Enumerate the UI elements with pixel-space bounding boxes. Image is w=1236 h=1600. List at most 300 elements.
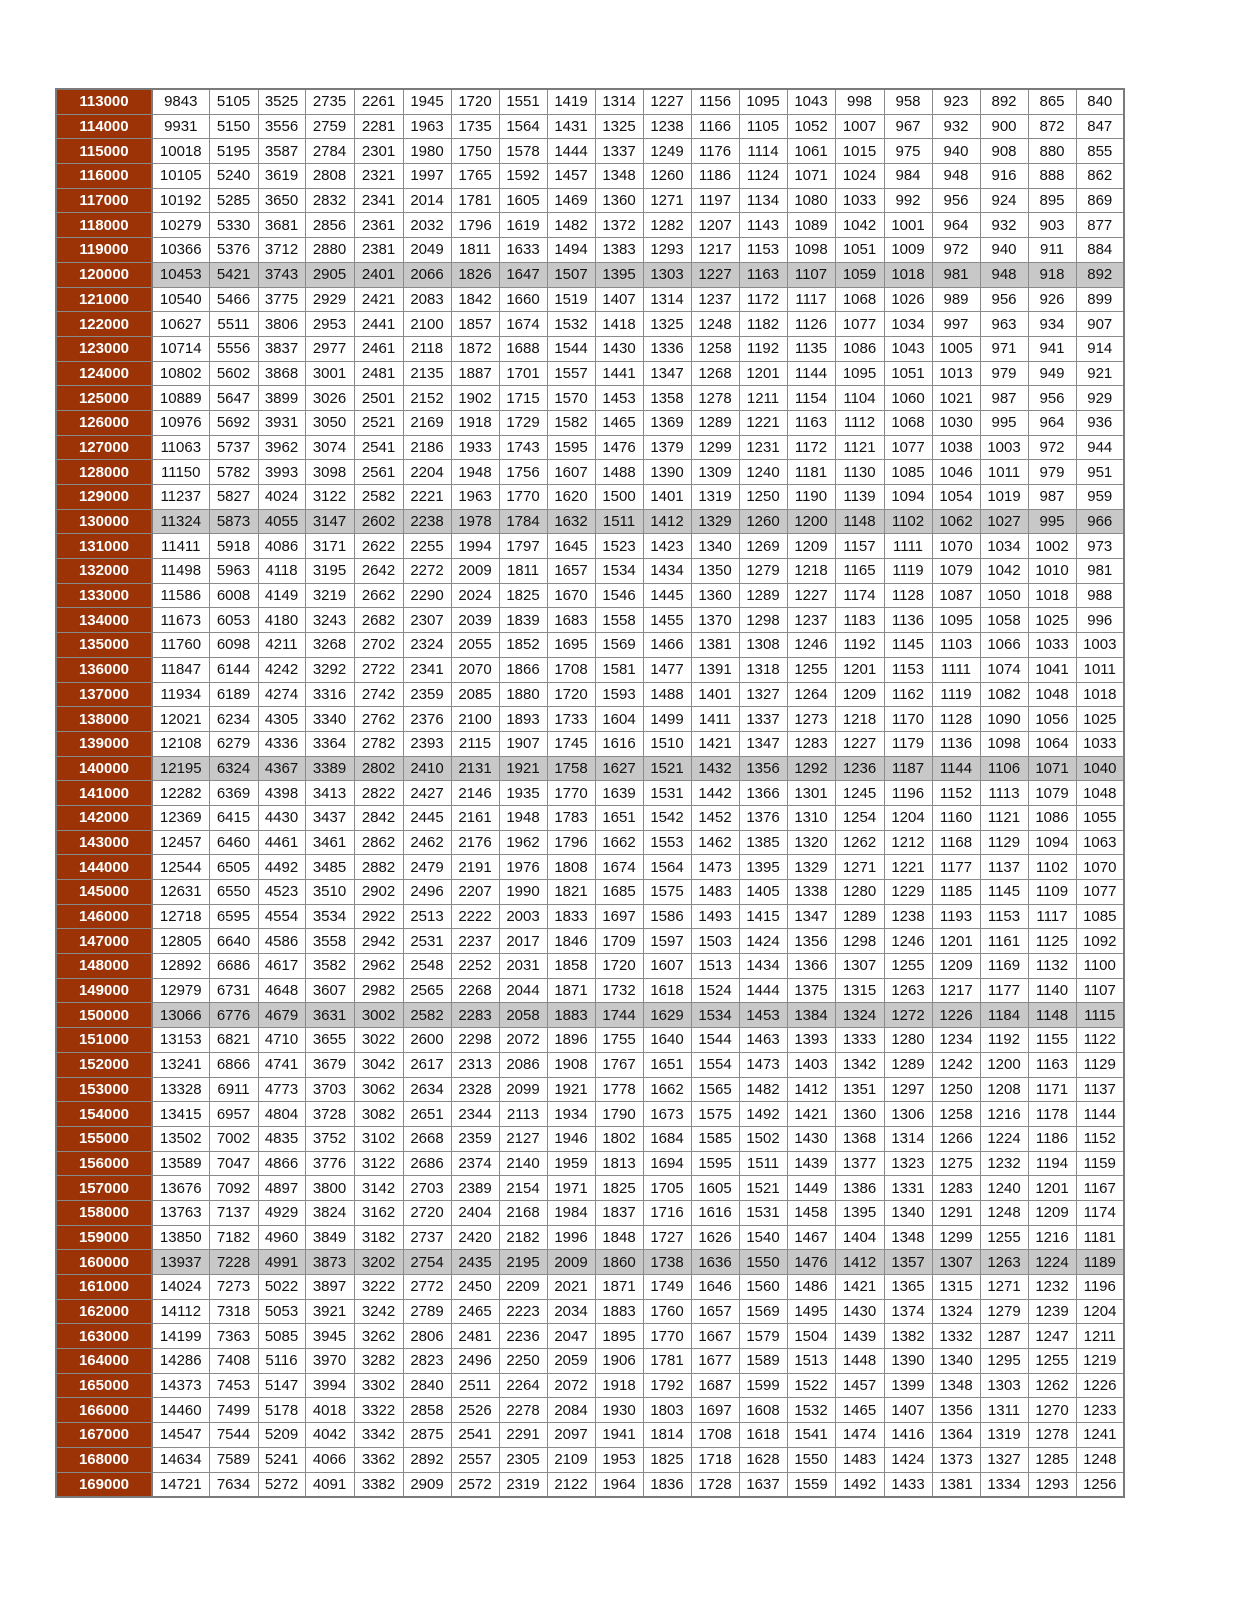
table-cell: 1523 — [595, 534, 643, 559]
table-cell: 7499 — [209, 1398, 258, 1423]
table-cell: 5647 — [209, 386, 258, 411]
table-cell: 2435 — [451, 1250, 499, 1275]
table-cell: 1935 — [499, 781, 547, 806]
table-cell: 6415 — [209, 805, 258, 830]
table-cell: 1412 — [787, 1077, 835, 1102]
table-cell: 4773 — [258, 1077, 305, 1102]
table-cell: 1109 — [1028, 880, 1076, 905]
table-cell: 1550 — [787, 1447, 835, 1472]
table-cell: 1728 — [691, 1472, 739, 1497]
table-cell: 1592 — [499, 164, 547, 189]
table-cell: 1532 — [547, 312, 595, 337]
table-cell: 1405 — [739, 880, 787, 905]
table-cell: 989 — [932, 287, 980, 312]
table-row — [56, 707, 1124, 732]
table-cell: 1026 — [884, 287, 932, 312]
table-cell: 1136 — [932, 731, 980, 756]
table-cell: 3413 — [305, 781, 354, 806]
table-cell: 3837 — [258, 336, 305, 361]
table-cell: 1941 — [595, 1423, 643, 1448]
table-cell: 2099 — [499, 1077, 547, 1102]
row-header: 162000 — [56, 1299, 152, 1324]
table-cell: 13153 — [152, 1028, 209, 1053]
row-header: 117000 — [56, 188, 152, 213]
table-cell: 1209 — [835, 682, 884, 707]
table-cell: 2146 — [451, 781, 499, 806]
table-cell: 2531 — [403, 929, 451, 954]
table-cell: 2072 — [499, 1028, 547, 1053]
row-header: 158000 — [56, 1200, 152, 1225]
table-cell: 3921 — [305, 1299, 354, 1324]
table-cell: 1356 — [739, 756, 787, 781]
table-cell: 1074 — [980, 657, 1028, 682]
table-cell: 1211 — [739, 386, 787, 411]
table-cell: 1033 — [1076, 731, 1124, 756]
table-cell: 1019 — [980, 485, 1028, 510]
table-cell: 1106 — [980, 756, 1028, 781]
table-cell: 1237 — [787, 608, 835, 633]
table-cell: 967 — [884, 114, 932, 139]
table-cell: 1250 — [932, 1077, 980, 1102]
table-cell: 1455 — [643, 608, 691, 633]
table-cell: 1224 — [980, 1126, 1028, 1151]
table-cell: 948 — [980, 262, 1028, 287]
table-cell: 1553 — [643, 830, 691, 855]
table-cell: 1263 — [884, 978, 932, 1003]
table-cell: 3122 — [305, 485, 354, 510]
table-cell: 2862 — [354, 830, 403, 855]
table-row — [56, 287, 1124, 312]
table-cell: 1311 — [980, 1398, 1028, 1423]
table-cell: 1201 — [932, 929, 980, 954]
table-cell: 995 — [980, 410, 1028, 435]
table-cell: 1521 — [643, 756, 691, 781]
table-cell: 14721 — [152, 1472, 209, 1497]
table-cell: 1858 — [547, 954, 595, 979]
table-cell: 1607 — [547, 460, 595, 485]
table-cell: 2772 — [403, 1275, 451, 1300]
table-cell: 3525 — [258, 89, 305, 114]
table-cell: 2109 — [547, 1447, 595, 1472]
table-cell: 1218 — [787, 559, 835, 584]
table-cell: 1482 — [739, 1077, 787, 1102]
table-cell: 1183 — [835, 608, 884, 633]
table-cell: 1079 — [1028, 781, 1076, 806]
table-cell: 1260 — [739, 509, 787, 534]
table-cell: 1275 — [932, 1151, 980, 1176]
table-cell: 1255 — [884, 954, 932, 979]
table-cell: 2161 — [451, 805, 499, 830]
table-cell: 1750 — [451, 139, 499, 164]
table-row — [56, 805, 1124, 830]
table-cell: 1271 — [980, 1275, 1028, 1300]
table-cell: 959 — [1076, 485, 1124, 510]
table-cell: 1002 — [1028, 534, 1076, 559]
value-table-body — [56, 89, 1124, 1497]
table-cell: 2328 — [451, 1077, 499, 1102]
table-cell: 3364 — [305, 731, 354, 756]
table-cell: 4091 — [305, 1472, 354, 1497]
table-cell: 1034 — [980, 534, 1028, 559]
table-cell: 1111 — [932, 657, 980, 682]
table-cell: 1070 — [1076, 855, 1124, 880]
table-cell: 2445 — [403, 805, 451, 830]
table-cell: 2009 — [547, 1250, 595, 1275]
table-cell: 1457 — [835, 1373, 884, 1398]
table-cell: 1331 — [884, 1176, 932, 1201]
table-cell: 5737 — [209, 435, 258, 460]
table-cell: 1325 — [595, 114, 643, 139]
table-cell: 1415 — [739, 904, 787, 929]
table-cell: 2784 — [305, 139, 354, 164]
table-cell: 997 — [932, 312, 980, 337]
table-cell: 911 — [1028, 238, 1076, 263]
table-cell: 3302 — [354, 1373, 403, 1398]
table-cell: 2875 — [403, 1423, 451, 1448]
table-row — [56, 238, 1124, 263]
table-cell: 1971 — [547, 1176, 595, 1201]
table-cell: 1569 — [595, 633, 643, 658]
table-cell: 2264 — [499, 1373, 547, 1398]
table-cell: 1662 — [643, 1077, 691, 1102]
table-cell: 1441 — [595, 361, 643, 386]
table-cell: 1476 — [595, 435, 643, 460]
table-cell: 2737 — [403, 1225, 451, 1250]
table-row — [56, 1447, 1124, 1472]
table-cell: 975 — [884, 139, 932, 164]
row-header: 114000 — [56, 114, 152, 139]
table-cell: 1833 — [547, 904, 595, 929]
table-cell: 1778 — [595, 1077, 643, 1102]
table-cell: 1278 — [1028, 1423, 1076, 1448]
table-cell: 2602 — [354, 509, 403, 534]
table-cell: 1476 — [787, 1250, 835, 1275]
table-cell: 1369 — [643, 410, 691, 435]
table-cell: 936 — [1076, 410, 1124, 435]
table-cell: 1086 — [1028, 805, 1076, 830]
table-cell: 3679 — [305, 1052, 354, 1077]
table-cell: 2465 — [451, 1299, 499, 1324]
table-cell: 1368 — [835, 1126, 884, 1151]
table-cell: 907 — [1076, 312, 1124, 337]
row-header: 134000 — [56, 608, 152, 633]
table-cell: 1618 — [739, 1423, 787, 1448]
table-cell: 1171 — [1028, 1077, 1076, 1102]
table-cell: 1347 — [787, 904, 835, 929]
table-cell: 963 — [980, 312, 1028, 337]
table-cell: 6098 — [209, 633, 258, 658]
table-cell: 1792 — [643, 1373, 691, 1398]
table-cell: 1488 — [595, 460, 643, 485]
table-cell: 10018 — [152, 139, 209, 164]
table-cell: 1050 — [980, 583, 1028, 608]
table-cell: 2823 — [403, 1349, 451, 1374]
row-header: 163000 — [56, 1324, 152, 1349]
table-cell: 880 — [1028, 139, 1076, 164]
table-cell: 1597 — [643, 929, 691, 954]
table-cell: 13937 — [152, 1250, 209, 1275]
table-cell: 1264 — [787, 682, 835, 707]
table-cell: 2341 — [354, 188, 403, 213]
table-cell: 2501 — [354, 386, 403, 411]
table-cell: 1541 — [787, 1423, 835, 1448]
table-cell: 1209 — [1028, 1200, 1076, 1225]
table-cell: 2100 — [403, 312, 451, 337]
table-cell: 7273 — [209, 1275, 258, 1300]
table-cell: 1348 — [595, 164, 643, 189]
table-cell: 1046 — [932, 460, 980, 485]
table-cell: 1990 — [499, 880, 547, 905]
table-cell: 1521 — [739, 1176, 787, 1201]
table-cell: 1280 — [884, 1028, 932, 1053]
table-cell: 1338 — [787, 880, 835, 905]
table-cell: 3993 — [258, 460, 305, 485]
table-cell: 5116 — [258, 1349, 305, 1374]
table-cell: 1018 — [884, 262, 932, 287]
table-cell: 5963 — [209, 559, 258, 584]
table-cell: 2541 — [451, 1423, 499, 1448]
table-cell: 2290 — [403, 583, 451, 608]
table-cell: 1902 — [451, 386, 499, 411]
table-cell: 1233 — [1076, 1398, 1124, 1423]
table-cell: 10889 — [152, 386, 209, 411]
table-cell: 1128 — [932, 707, 980, 732]
table-cell: 2762 — [354, 707, 403, 732]
table-cell: 2070 — [451, 657, 499, 682]
table-cell: 1172 — [787, 435, 835, 460]
table-cell: 1144 — [932, 756, 980, 781]
table-cell: 5178 — [258, 1398, 305, 1423]
table-cell: 1137 — [1076, 1077, 1124, 1102]
table-cell: 1163 — [1028, 1052, 1076, 1077]
table-cell: 1492 — [835, 1472, 884, 1497]
table-cell: 1821 — [547, 880, 595, 905]
table-cell: 3868 — [258, 361, 305, 386]
table-cell: 2982 — [354, 978, 403, 1003]
table-cell: 932 — [980, 213, 1028, 238]
table-cell: 3316 — [305, 682, 354, 707]
table-cell: 2808 — [305, 164, 354, 189]
table-cell: 1745 — [547, 731, 595, 756]
table-cell: 3510 — [305, 880, 354, 905]
row-header: 126000 — [56, 410, 152, 435]
table-cell: 1102 — [1028, 855, 1076, 880]
table-cell: 2882 — [354, 855, 403, 880]
table-cell: 3340 — [305, 707, 354, 732]
table-cell: 1465 — [595, 410, 643, 435]
table-cell: 966 — [1076, 509, 1124, 534]
table-cell: 2055 — [451, 633, 499, 658]
table-cell: 5240 — [209, 164, 258, 189]
table-row — [56, 89, 1124, 114]
table-cell: 1136 — [884, 608, 932, 633]
table-cell: 6686 — [209, 954, 258, 979]
table-cell: 2668 — [403, 1126, 451, 1151]
table-cell: 1254 — [835, 805, 884, 830]
table-cell: 1994 — [451, 534, 499, 559]
table-cell: 4211 — [258, 633, 305, 658]
table-cell: 1662 — [595, 830, 643, 855]
table-cell: 1227 — [835, 731, 884, 756]
table-cell: 11934 — [152, 682, 209, 707]
table-cell: 1503 — [691, 929, 739, 954]
table-cell: 1599 — [739, 1373, 787, 1398]
table-cell: 1163 — [787, 410, 835, 435]
table-cell: 1319 — [691, 485, 739, 510]
table-cell: 1620 — [547, 485, 595, 510]
table-cell: 2359 — [451, 1126, 499, 1151]
table-cell: 1172 — [739, 287, 787, 312]
row-header: 147000 — [56, 929, 152, 954]
table-cell: 2003 — [499, 904, 547, 929]
table-cell: 1062 — [932, 509, 980, 534]
table-cell: 1507 — [547, 262, 595, 287]
table-row — [56, 460, 1124, 485]
table-cell: 7453 — [209, 1373, 258, 1398]
table-cell: 1292 — [787, 756, 835, 781]
table-cell: 1579 — [739, 1324, 787, 1349]
table-cell: 1010 — [1028, 559, 1076, 584]
table-cell: 1107 — [787, 262, 835, 287]
table-cell: 1494 — [547, 238, 595, 263]
table-cell: 1837 — [595, 1200, 643, 1225]
table-cell: 1297 — [884, 1077, 932, 1102]
table-cell: 1360 — [595, 188, 643, 213]
table-cell: 5241 — [258, 1447, 305, 1472]
table-cell: 4118 — [258, 559, 305, 584]
table-cell: 1372 — [595, 213, 643, 238]
table-cell: 1236 — [835, 756, 884, 781]
table-cell: 1347 — [739, 731, 787, 756]
table-cell: 3962 — [258, 435, 305, 460]
table-cell: 4492 — [258, 855, 305, 880]
table-cell: 1419 — [547, 89, 595, 114]
table-cell: 1895 — [595, 1324, 643, 1349]
table-cell: 2182 — [499, 1225, 547, 1250]
table-cell: 1733 — [547, 707, 595, 732]
row-header: 133000 — [56, 583, 152, 608]
row-header: 167000 — [56, 1423, 152, 1448]
table-cell: 3050 — [305, 410, 354, 435]
table-cell: 2298 — [451, 1028, 499, 1053]
table-cell: 1174 — [835, 583, 884, 608]
table-cell: 2548 — [403, 954, 451, 979]
row-header: 155000 — [56, 1126, 152, 1151]
table-cell: 1412 — [835, 1250, 884, 1275]
table-cell: 1126 — [787, 312, 835, 337]
table-row — [56, 608, 1124, 633]
table-cell: 1880 — [499, 682, 547, 707]
table-cell: 1013 — [932, 361, 980, 386]
table-cell: 3806 — [258, 312, 305, 337]
table-cell: 1041 — [1028, 657, 1076, 682]
table-cell: 1085 — [884, 460, 932, 485]
table-cell: 1948 — [451, 460, 499, 485]
table-cell: 5782 — [209, 460, 258, 485]
table-cell: 2682 — [354, 608, 403, 633]
table-cell: 6957 — [209, 1102, 258, 1127]
table-cell: 1486 — [787, 1275, 835, 1300]
table-cell: 2582 — [403, 1003, 451, 1028]
table-row — [56, 1052, 1124, 1077]
table-cell: 10366 — [152, 238, 209, 263]
table-cell: 4461 — [258, 830, 305, 855]
table-cell: 1660 — [499, 287, 547, 312]
table-cell: 1303 — [643, 262, 691, 287]
table-cell: 1790 — [595, 1102, 643, 1127]
table-cell: 1310 — [787, 805, 835, 830]
table-row — [56, 1176, 1124, 1201]
table-cell: 1217 — [691, 238, 739, 263]
table-cell: 1240 — [739, 460, 787, 485]
table-cell: 2066 — [403, 262, 451, 287]
table-cell: 3222 — [354, 1275, 403, 1300]
table-cell: 1218 — [835, 707, 884, 732]
table-cell: 1095 — [932, 608, 980, 633]
table-cell: 1155 — [1028, 1028, 1076, 1053]
table-cell: 2140 — [499, 1151, 547, 1176]
table-cell: 1318 — [739, 657, 787, 682]
table-cell: 1197 — [691, 188, 739, 213]
table-cell: 988 — [1076, 583, 1124, 608]
table-cell: 1107 — [1076, 978, 1124, 1003]
table-cell: 2324 — [403, 633, 451, 658]
table-cell: 1285 — [1028, 1447, 1076, 1472]
table-cell: 929 — [1076, 386, 1124, 411]
table-cell: 4586 — [258, 929, 305, 954]
table-cell: 1589 — [739, 1349, 787, 1374]
table-cell: 1340 — [932, 1349, 980, 1374]
row-header: 136000 — [56, 657, 152, 682]
table-cell: 6369 — [209, 781, 258, 806]
table-cell: 1407 — [884, 1398, 932, 1423]
table-cell: 1189 — [1076, 1250, 1124, 1275]
table-cell: 1564 — [643, 855, 691, 880]
table-cell: 1697 — [595, 904, 643, 929]
table-cell: 7544 — [209, 1423, 258, 1448]
table-cell: 1255 — [787, 657, 835, 682]
row-header: 113000 — [56, 89, 152, 114]
table-cell: 1201 — [1028, 1176, 1076, 1201]
table-cell: 1227 — [691, 262, 739, 287]
table-cell: 2461 — [354, 336, 403, 361]
table-cell: 1636 — [691, 1250, 739, 1275]
table-cell: 908 — [980, 139, 1028, 164]
table-cell: 1578 — [499, 139, 547, 164]
table-row — [56, 509, 1124, 534]
table-cell: 1811 — [499, 559, 547, 584]
table-cell: 2361 — [354, 213, 403, 238]
row-header: 150000 — [56, 1003, 152, 1028]
row-header: 156000 — [56, 1151, 152, 1176]
table-cell: 1366 — [739, 781, 787, 806]
table-cell: 1298 — [835, 929, 884, 954]
table-cell: 1314 — [643, 287, 691, 312]
table-cell: 1348 — [932, 1373, 980, 1398]
table-cell: 1390 — [884, 1349, 932, 1374]
table-cell: 1607 — [643, 954, 691, 979]
table-cell: 1647 — [499, 262, 547, 287]
table-cell: 1248 — [691, 312, 739, 337]
table-cell: 3931 — [258, 410, 305, 435]
table-cell: 1181 — [1076, 1225, 1124, 1250]
table-cell: 1453 — [595, 386, 643, 411]
table-cell: 1522 — [787, 1373, 835, 1398]
table-cell: 1271 — [643, 188, 691, 213]
table-cell: 2344 — [451, 1102, 499, 1127]
table-cell: 6640 — [209, 929, 258, 954]
table-cell: 2393 — [403, 731, 451, 756]
